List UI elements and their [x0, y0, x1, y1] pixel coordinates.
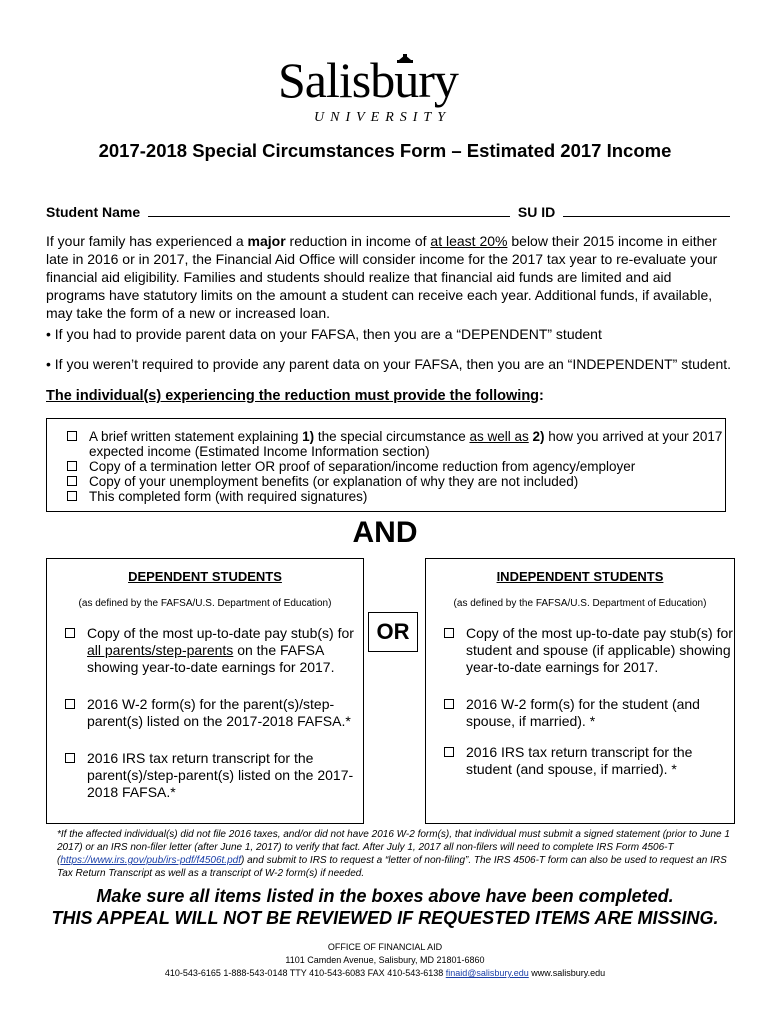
logo-wordmark: Salisbury: [278, 52, 458, 108]
intro-paragraph: If your family has experienced a major reduction in income of at least 20% below their 2015 income in either late in 2016 or in 2017, the Financial Aid Office will consider income for the 2017 tax year to re-evaluate your financial aid eligibility. Families and students should realize that financial aid funds are limited and aid programs have statutory limits on the amount a student can receive each year. Additional funds, if available, may take the form of a new or increased loan.: [46, 233, 718, 321]
or-label: OR: [368, 612, 418, 652]
independent-students-box: [425, 558, 735, 824]
irs-form-link[interactable]: https://www.irs.gov/pub/irs-pdf/f4506t.pdf: [60, 855, 241, 866]
checkbox[interactable]: [65, 628, 75, 638]
checkbox[interactable]: [444, 747, 454, 757]
footnote: *If the affected individual(s) did not file 2016 taxes, and/or did not have 2016 W-2 form(s), that individual must submit a signed statement (prior to June 1 2017) or an IRS non-filer letter (after June 1, 2017) to verify that fact. After July 1, 2017 all non-filers will need to complete IRS Form 4506-T (https://www.irs.gov/pub/irs-pdf/f4506t.pdf) and submit to IRS to request a “letter of non-filing”. The IRS 4506-T form can also be used to request an IRS Tax Return Transcript as well as a transcript of W-2 form(s) if needed.: [57, 829, 730, 879]
checkbox[interactable]: [444, 699, 454, 709]
requirements-box: [46, 418, 726, 512]
independent-heading: INDEPENDENT STUDENTS: [496, 569, 664, 584]
checkbox[interactable]: [65, 753, 75, 763]
logo-subtitle: UNIVERSITY: [314, 110, 451, 125]
student-name-field[interactable]: [148, 205, 510, 217]
email-link[interactable]: finaid@salisbury.edu: [445, 968, 529, 978]
dependent-heading: DEPENDENT STUDENTS: [128, 569, 282, 584]
list-item: 2016 IRS tax return transcript for the parent(s)/step-parent(s) listed on the 2017-2018 FAFSA.*: [47, 750, 363, 801]
independent-subheading: (as defined by the FAFSA/U.S. Department of Education): [453, 598, 707, 609]
list-item: Copy of a termination letter OR proof of separation/income reduction from agency/employer: [67, 459, 725, 474]
list-item: 2016 W-2 form(s) for the student (and spouse, if married). *: [426, 696, 734, 730]
dependent-subheading: (as defined by the FAFSA/U.S. Department of Education): [78, 598, 332, 609]
list-item: This completed form (with required signatures): [67, 489, 725, 504]
student-info-line: [46, 204, 730, 220]
office-contact: [0, 941, 770, 980]
su-id-label: SU ID: [517, 204, 556, 220]
requirements-heading: The individual(s) experiencing the reduction must provide the following:: [46, 388, 544, 404]
dependent-definition: • If you had to provide parent data on your FAFSA, then you are a “DEPENDENT” student: [46, 326, 602, 342]
list-item: Copy of your unemployment benefits (or explanation of why they are not included): [67, 474, 725, 489]
office-address: 1101 Camden Avenue, Salisbury, MD 21801-6860: [285, 955, 485, 965]
checkbox[interactable]: [67, 461, 77, 471]
list-item: Copy of the most up-to-date pay stub(s) for all parents/step-parents on the FAFSA showing year-to-date earnings for 2017.: [47, 625, 363, 676]
list-item: Copy of the most up-to-date pay stub(s) for student and spouse (if applicable) showing year-to-date earnings for 2017.: [426, 625, 734, 676]
checkbox[interactable]: [67, 491, 77, 501]
student-name-label: Student Name: [46, 204, 141, 220]
and-label: AND: [352, 516, 418, 549]
dependent-students-box: [46, 558, 364, 824]
office-name: OFFICE OF FINANCIAL AID: [327, 942, 443, 952]
office-phones: 410-543-6165 1-888-543-0148 TTY 410-543-6083 FAX 410-543-6138 finaid@salisbury.edu www.salisbury.edu: [164, 968, 606, 978]
checkbox[interactable]: [67, 476, 77, 486]
list-item: 2016 W-2 form(s) for the parent(s)/step-parent(s) listed on the 2017-2018 FAFSA.*: [47, 696, 363, 730]
independent-definition: • If you weren’t required to provide any parent data on your FAFSA, then you are an “INDEPENDENT” student.: [46, 356, 732, 372]
list-item: A brief written statement explaining 1) the special circumstance as well as 2) how you arrived at your 2017 expected income (Estimated Income Information section): [67, 429, 725, 459]
checkbox[interactable]: [67, 431, 77, 441]
checkbox[interactable]: [444, 628, 454, 638]
closing-notice: Make sure all items listed in the boxes above have been completed. THIS APPEAL WILL NOT BE REVIEWED IF REQUESTED ITEMS ARE MISSING.: [51, 886, 719, 928]
page-title: 2017-2018 Special Circumstances Form – Estimated 2017 Income: [98, 140, 672, 161]
university-logo: [278, 52, 498, 132]
checkbox[interactable]: [65, 699, 75, 709]
su-id-field[interactable]: [563, 205, 730, 217]
list-item: 2016 IRS tax return transcript for the student (and spouse, if married). *: [426, 744, 734, 778]
